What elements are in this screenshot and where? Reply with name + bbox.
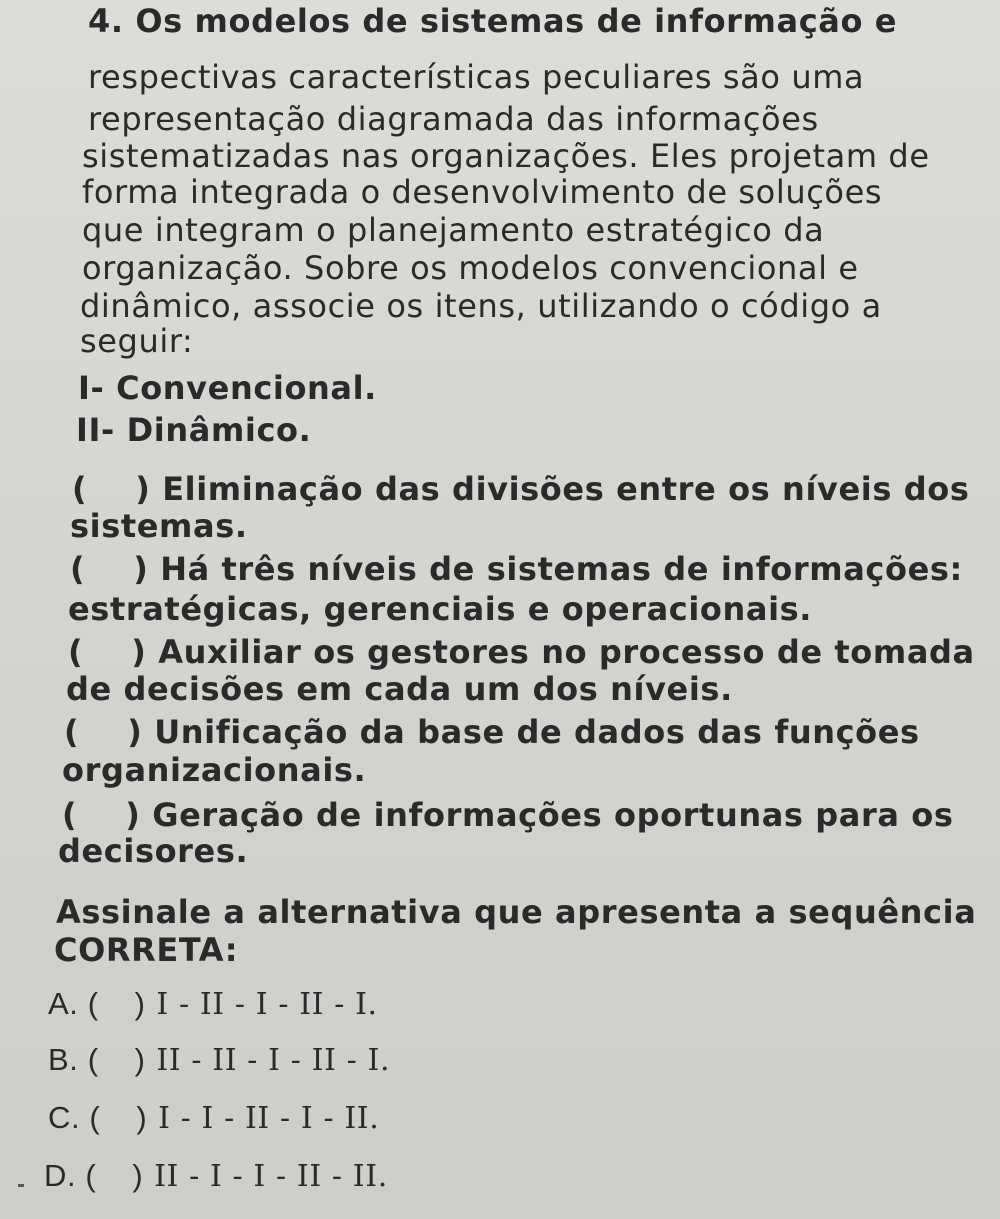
option-b-label: B. ( [48,1042,99,1077]
question-line-2: respectivas características peculiares são uma [88,58,865,96]
item-3-cont: de decisões em cada um dos níveis. [66,670,733,708]
option-a-sequence: I - II - I - II - I. [156,987,378,1022]
item-1: ( ) Eliminação das divisões entre os níveis dos [72,470,970,508]
item-5-cont: decisores. [58,832,249,870]
item-4-paren[interactable]: ( [64,713,80,751]
item-1-paren[interactable]: ( [72,470,88,508]
question-line-8: dinâmico, associe os itens, utilizando o código a [80,287,882,325]
option-a-label: A. ( [48,986,99,1021]
option-a[interactable]: A. ( ) I - II - I - II - I. [48,986,378,1022]
option-b-sequence: II - II - I - II - I. [156,1043,391,1078]
code-dinamico: II- Dinâmico. [76,411,312,449]
question-line-5: forma integrada o desenvolvimento de soluções [82,173,883,211]
option-c-label: C. ( [48,1100,101,1135]
item-2: ( ) Há três níveis de sistemas de informações: [70,550,963,588]
pencil-mark [18,1184,24,1187]
question-line-7: organização. Sobre os modelos convencional e [82,249,859,287]
question-line-4: sistematizadas nas organizações. Eles projetam de [82,137,930,175]
item-4-cont: organizacionais. [62,751,367,789]
code-convencional: I- Convencional. [78,369,377,407]
item-5-paren[interactable]: ( [62,796,78,834]
item-2-cont: estratégicas, gerenciais e operacionais. [68,590,813,628]
instruction-line-2: CORRETA: [54,931,239,969]
item-4: ( ) Unificação da base de dados das funções [64,713,920,751]
option-d[interactable]: D. ( ) II - I - I - II - II. [44,1158,388,1194]
option-d-label: D. ( [44,1158,97,1193]
question-line-9: seguir: [80,322,194,360]
option-c[interactable]: C. ( ) I - I - II - I - II. [48,1100,380,1136]
item-3: ( ) Auxiliar os gestores no processo de tomada [68,633,975,671]
question-line-3: representação diagramada das informações [88,100,819,138]
option-b[interactable]: B. ( ) II - II - I - II - I. [48,1042,391,1078]
item-1-cont: sistemas. [70,507,248,545]
item-3-paren[interactable]: ( [68,633,84,671]
instruction-line-1: Assinale a alternativa que apresenta a sequência [56,893,977,931]
item-5: ( ) Geração de informações oportunas para os [62,796,954,834]
question-line-6: que integram o planejamento estratégico da [82,211,825,249]
option-d-sequence: II - I - I - II - II. [154,1159,388,1194]
question-line-1: 4. Os modelos de sistemas de informação e [88,2,898,40]
option-c-sequence: I - I - II - I - II. [158,1101,380,1136]
item-2-paren[interactable]: ( [70,550,86,588]
